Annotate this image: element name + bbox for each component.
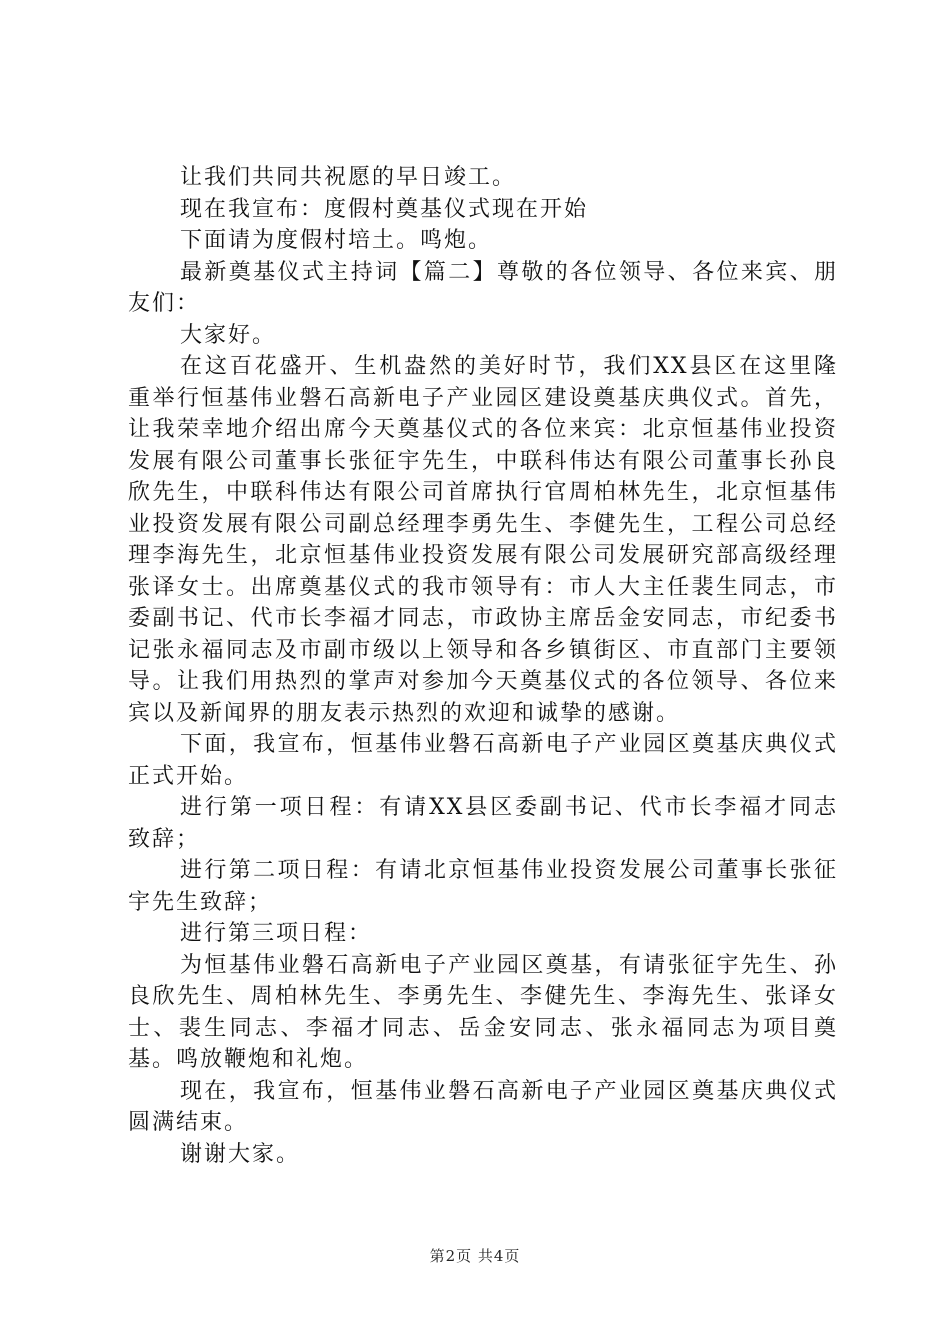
paragraph: 谢谢大家。 xyxy=(180,1141,301,1167)
paragraph: 进行第一项日程：有请XX县区委副书记、代市长李福才同志致辞； xyxy=(128,795,838,852)
paragraph: 进行第二项日程：有请北京恒基伟业投资发展公司董事长张征宇先生致辞； xyxy=(128,858,838,915)
paragraph: 让我们共同共祝愿的早日竣工。 xyxy=(180,165,517,190)
paragraph: 进行第三项日程： xyxy=(180,921,373,946)
paragraph: 在这百花盛开、生机盎然的美好时节，我们XX县区在这里隆重举行恒基伟业磐石高新电子产业园区建设奠基庆典仪式。首先，让我荣幸地介绍出席今天奠基仪式的各位来宾：北京恒基伟业投资发展有限公司董事长张征宇先生，中联科伟达有限公司董事长孙良欣先生，中联科伟达有限公司首席执行官周柏林先生，北京恒基伟业投资发展有限公司副总经理李勇先生、李健先生，工程公司总经理李海先生，北京恒基伟业投资发展有限公司发展研究部高级经理张译女士。出席奠基仪式的我市领导有：市人大主任裴生同志，市委副书记、代市长李福才同志，市政协主席岳金安同志，市纪委书记张永福同志及市副市级以上领导和各乡镇街区、市直部门主要领导。让我们用热烈的掌声对参加今天奠基仪式的各位领导、各位来宾以及新闻界的朋友表示热烈的欢迎和诚挚的感谢。 xyxy=(128,354,838,726)
paragraph: 大家好。 xyxy=(180,322,277,348)
paragraph: 下面请为度假村培土。鸣炮。 xyxy=(180,228,493,253)
paragraph: 下面，我宣布，恒基伟业磐石高新电子产业园区奠基庆典仪式正式开始。 xyxy=(128,732,838,789)
document-body xyxy=(128,162,838,1170)
page-number-footer: 第2页 共4页 xyxy=(429,1247,521,1265)
paragraph: 现在我宣布：度假村奠基仪式现在开始 xyxy=(180,196,589,222)
paragraph: 为恒基伟业磐石高新电子产业园区奠基，有请张征宇先生、孙良欣先生、周柏林先生、李勇先生、李健先生、李海先生、张译女士、裴生同志、李福才同志、岳金安同志、张永福同志为项目奠基。鸣放鞭炮和礼炮。 xyxy=(128,952,838,1072)
paragraph: 最新奠基仪式主持词【篇二】尊敬的各位领导、各位来宾、朋友们： xyxy=(128,259,838,316)
paragraph: 现在，我宣布，恒基伟业磐石高新电子产业园区奠基庆典仪式圆满结束。 xyxy=(128,1078,838,1135)
